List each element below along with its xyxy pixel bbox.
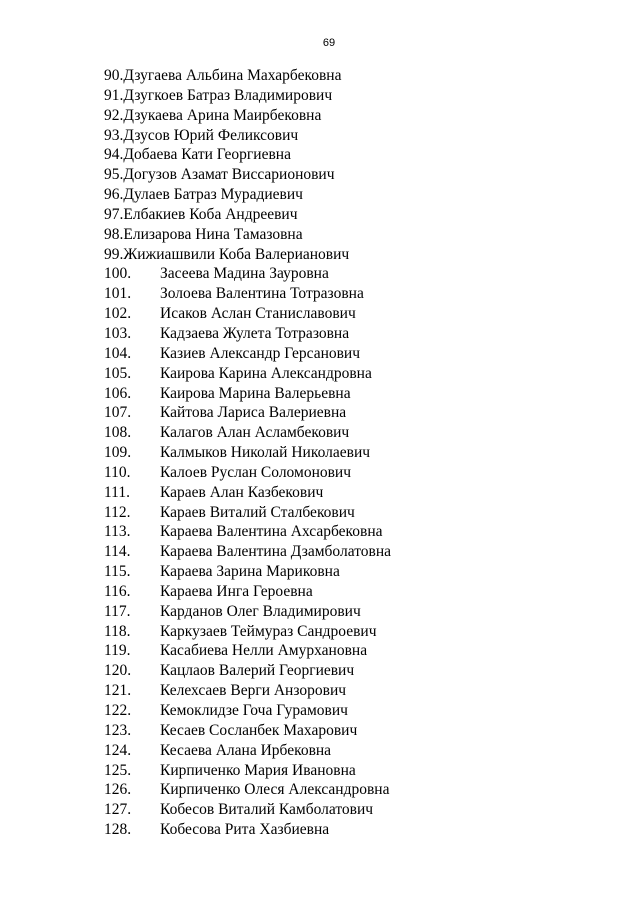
list-item-number: 117.: [104, 602, 131, 620]
list-item-name: Дзукаева Арина Маирбековна: [123, 106, 322, 124]
list-item: [104, 800, 391, 820]
list-item: [104, 463, 391, 483]
list-item-name: Касабиева Нелли Амурхановна: [160, 642, 368, 660]
list-item-name: Кирпиченко Мария Ивановна: [160, 761, 356, 779]
list-item-name: Кайтова Лариса Валериевна: [160, 404, 347, 422]
list-item-name: Каирова Марина Валерьевна: [160, 384, 351, 402]
list-item-number: 100.: [104, 265, 132, 283]
list-item-name: Кадзаева Жулета Тотразовна: [160, 324, 350, 342]
list-item: [104, 423, 391, 443]
list-item-number: 113.: [104, 523, 131, 541]
list-item: [104, 264, 391, 284]
list-item: [104, 562, 391, 582]
list-item-name: Карданов Олег Владимирович: [160, 602, 361, 620]
list-item: [104, 344, 391, 364]
list-item: [104, 681, 391, 701]
name-list: [104, 66, 391, 840]
list-item-name: Караев Алан Казбекович: [160, 483, 324, 501]
list-item: [104, 602, 391, 622]
list-item-name: Караева Валентина Ахсарбековна: [160, 523, 383, 541]
list-item-number: 103.: [104, 324, 132, 342]
page-number: 69: [322, 37, 336, 49]
list-item-number: 96.: [104, 186, 124, 204]
list-item: [104, 66, 391, 86]
list-item-name: Жижиашвили Коба Валерианович: [123, 245, 350, 263]
list-item: [104, 483, 391, 503]
list-item-number: 115.: [104, 563, 131, 581]
list-item: [104, 503, 391, 523]
list-item-number: 99.: [104, 245, 124, 263]
list-item-number: 121.: [104, 682, 132, 700]
list-item-number: 120.: [104, 662, 132, 680]
list-item: [104, 364, 391, 384]
list-item-number: 93.: [104, 126, 124, 144]
list-item-number: 102.: [104, 305, 132, 323]
list-item-name: Калоев Руслан Соломонович: [160, 463, 352, 481]
list-item-number: 112.: [104, 503, 131, 521]
list-item-name: Караев Виталий Сталбекович: [160, 503, 355, 521]
list-item-name: Караева Инга Героевна: [160, 582, 313, 600]
list-item: [104, 86, 391, 106]
list-item-number: 111.: [104, 483, 130, 501]
list-item-name: Кобесов Виталий Камболатович: [160, 801, 374, 819]
list-item: [104, 403, 391, 423]
list-item: [104, 820, 391, 840]
list-item: [104, 126, 391, 146]
list-item-number: 92.: [104, 106, 124, 124]
list-item-name: Исаков Аслан Станиславович: [160, 305, 356, 323]
list-item-number: 91.: [104, 86, 124, 104]
list-item-number: 114.: [104, 543, 131, 561]
list-item: [104, 185, 391, 205]
list-item: [104, 284, 391, 304]
list-item-number: 90.: [104, 67, 124, 84]
list-item-number: 98.: [104, 225, 124, 243]
list-item: [104, 701, 391, 721]
list-item-name: Дзугаева Альбина Махарбековна: [123, 67, 342, 84]
list-item-number: 104.: [104, 344, 132, 362]
list-item: [104, 165, 391, 185]
list-item-name: Караева Зарина Мариковна: [160, 563, 340, 581]
list-item-number: 101.: [104, 285, 132, 303]
list-item-name: Добаева Кати Георгиевна: [123, 146, 291, 164]
list-item: [104, 582, 391, 602]
list-item-name: Каркузаев Теймураз Сандроевич: [160, 622, 377, 640]
list-item-name: Кацлаов Валерий Георгиевич: [160, 662, 355, 680]
list-item: [104, 780, 391, 800]
list-item-name: Калагов Алан Асламбекович: [160, 424, 350, 442]
list-item-number: 124.: [104, 741, 132, 759]
list-item-number: 97.: [104, 205, 124, 223]
list-item: [104, 761, 391, 781]
list-item-number: 109.: [104, 444, 132, 462]
list-item: [104, 542, 391, 562]
list-item-name: Калмыков Николай Николаевич: [160, 444, 371, 462]
list-item-number: 108.: [104, 424, 132, 442]
list-item: [104, 622, 391, 642]
list-item-number: 118.: [104, 622, 131, 640]
list-item: [104, 661, 391, 681]
list-item: [104, 245, 391, 265]
list-item-number: 127.: [104, 801, 132, 819]
list-item: [104, 641, 391, 661]
list-item-name: Караева Валентина Дзамболатовна: [160, 543, 392, 561]
list-item-name: Дулаев Батраз Мурадиевич: [123, 186, 303, 204]
list-item-number: 95.: [104, 166, 124, 184]
list-item-name: Золоева Валентина Тотразовна: [160, 285, 364, 303]
list-item-name: Кирпиченко Олеся Александровна: [160, 781, 390, 799]
list-item: [104, 384, 391, 404]
list-item-number: 106.: [104, 384, 132, 402]
list-item-number: 128.: [104, 821, 132, 839]
list-item-number: 126.: [104, 781, 132, 799]
list-item-name: Засеева Мадина Зауровна: [160, 265, 329, 283]
list-item: [104, 522, 391, 542]
list-item-number: 110.: [104, 463, 131, 481]
list-item: [104, 145, 391, 165]
list-item: [104, 443, 391, 463]
list-item-name: Догузов Азамат Виссарионович: [123, 166, 335, 184]
list-item-number: 123.: [104, 721, 132, 739]
list-item: [104, 225, 391, 245]
list-item-number: 105.: [104, 364, 132, 382]
list-item: [104, 106, 391, 126]
list-item-name: Кесаева Алана Ирбековна: [160, 741, 332, 759]
list-item-name: Келехсаев Верги Анзорович: [160, 682, 347, 700]
list-item-name: Дзусов Юрий Феликсович: [123, 126, 299, 144]
list-item-name: Каирова Карина Александровна: [160, 364, 372, 382]
list-item: [104, 721, 391, 741]
list-item: [104, 324, 391, 344]
list-item-number: 119.: [104, 642, 131, 660]
list-item-number: 125.: [104, 761, 132, 779]
list-item: [104, 304, 391, 324]
list-item-name: Казиев Александр Герсанович: [160, 344, 361, 362]
list-item-number: 116.: [104, 582, 131, 600]
list-item: [104, 741, 391, 761]
list-item-name: Кобесова Рита Хазбиевна: [160, 821, 330, 839]
list-item-name: Кемоклидзе Гоча Гурамович: [160, 702, 348, 719]
list-item-name: Кесаев Сосланбек Махарович: [160, 721, 358, 739]
list-item: [104, 205, 391, 225]
list-item-number: 107.: [104, 404, 132, 422]
list-item-number: 94.: [104, 146, 124, 164]
list-item-name: Дзугкоев Батраз Владимирович: [123, 86, 333, 104]
list-item-number: 122.: [104, 702, 132, 719]
list-item-name: Елизарова Нина Тамазовна: [123, 225, 303, 243]
list-item-name: Елбакиев Коба Андреевич: [123, 205, 298, 223]
